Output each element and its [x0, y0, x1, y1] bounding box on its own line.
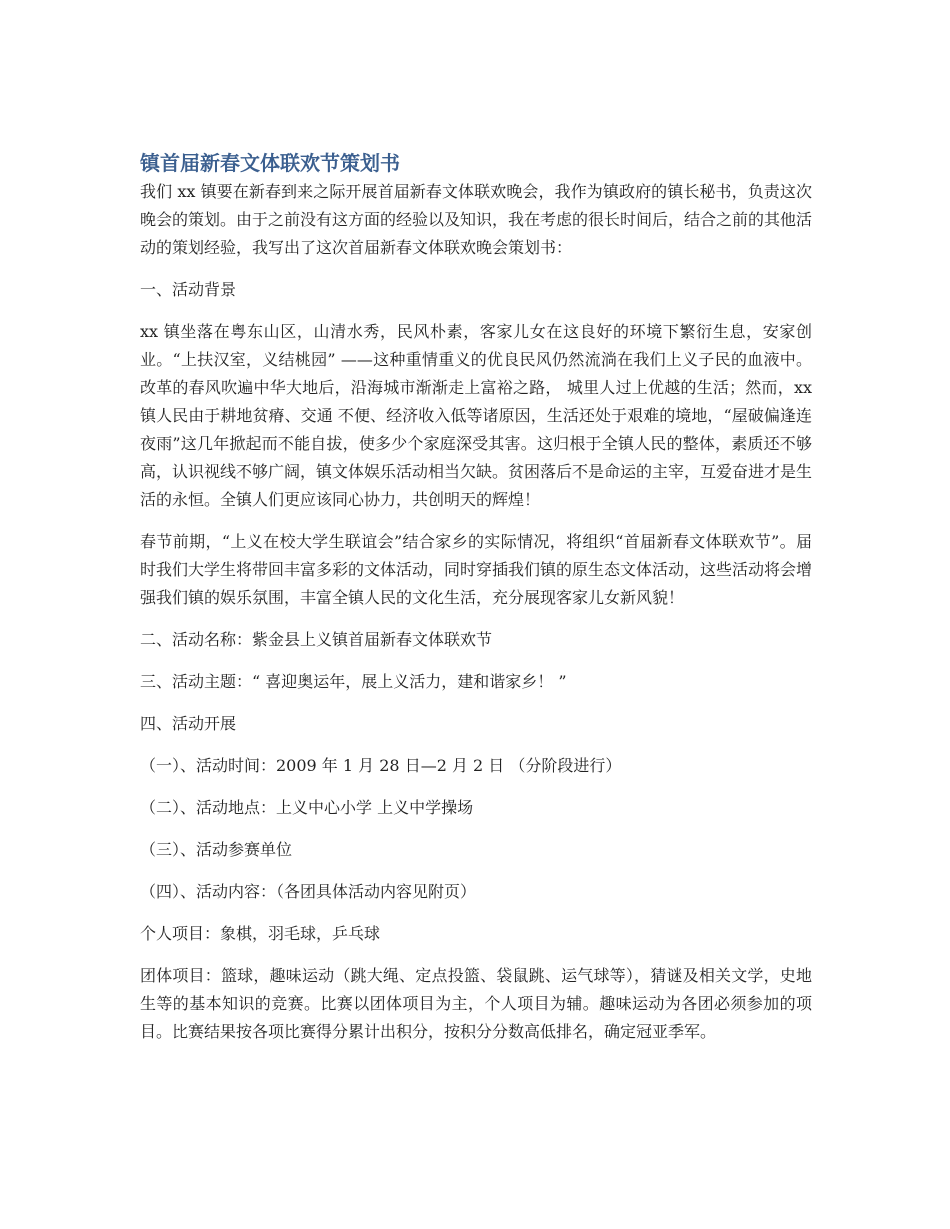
section-heading-theme: 三、活动主题：“ 喜迎奥运年，展上义活力，建和谐家乡！ ” — [140, 672, 567, 691]
team-events: 团体项目：篮球，趣味运动（跳大绳、定点投篮、袋鼠跳、运气球等），猜谜及相关文学，史地生等的基本知识的竞赛。比赛以团体项目为主，个人项目为辅。趣味运动为各团必须参加的项目。比赛结果按各项比赛得分累计出积分，按积分分数高低排名，确定冠亚季军。 — [140, 966, 812, 1041]
document-title: 镇首届新春文体联欢节策划书 — [140, 151, 400, 175]
document-body — [140, 148, 812, 1060]
activity-time: （一）、活动时间：2009 年 1 月 28 日—2 月 2 日 （分阶段进行） — [140, 756, 622, 775]
section-heading-name: 二、活动名称：紫金县上义镇首届新春文体联欢节 — [140, 630, 493, 649]
background-paragraph: xx 镇坐落在粤东山区，山清水秀，民风朴素，客家儿女在这良好的环境下繁衍生息，安家创业。“上扶汉室，义结桃园” ——这种重情重义的优良民风仍然流淌在我们上义子民的血液中。改革的春风吹遍中华大地后，沿海城市渐渐走上富裕之路， 城里人过上优越的生活；然而，xx 镇人民由于耕地贫瘠、交通 不便、经济收入低等诸原因，生活还处于艰难的境地，“屋破偏逢连夜雨”这几年掀起而不能自拔，使多少个家庭深受其害。这归根于全镇人民的整体，素质还不够高，认识视线不够广阔，镇文体娱乐活动相当欠缺。贫困落后不是命运的主宰，互爱奋进才是生活的永恒。全镇人们更应该同心协力，共创明天的辉煌！ — [140, 322, 813, 509]
section-heading-background: 一、活动背景 — [140, 280, 237, 299]
activity-participants: （三）、活动参赛单位 — [140, 840, 293, 859]
intro-paragraph: 我们 xx 镇要在新春到来之际开展首届新春文体联欢晚会，我作为镇政府的镇长秘书，负责这次晚会的策划。由于之前没有这方面的经验以及知识，我在考虑的很长时间后，结合之前的其他活动的策划经验，我写出了这次首届新春文体联欢晚会策划书： — [140, 182, 813, 257]
activity-location: （二）、活动地点：上义中心小学 上义中学操场 — [140, 798, 474, 817]
individual-events: 个人项目：象棋，羽毛球，乒乓球 — [140, 924, 381, 943]
spring-festival-paragraph: 春节前期，“上义在校大学生联谊会”结合家乡的实际情况，将组织“首届新春文体联欢节”。届时我们大学生将带回丰富多彩的文体活动，同时穿插我们镇的原生态文体活动，这些活动将会增强我们镇的娱乐氛围，丰富全镇人民的文化生活，充分展现客家儿女新风貌！ — [140, 532, 813, 607]
section-heading-activities: 四、活动开展 — [140, 714, 237, 733]
activity-content: （四）、活动内容：（各团具体活动内容见附页） — [140, 882, 477, 901]
